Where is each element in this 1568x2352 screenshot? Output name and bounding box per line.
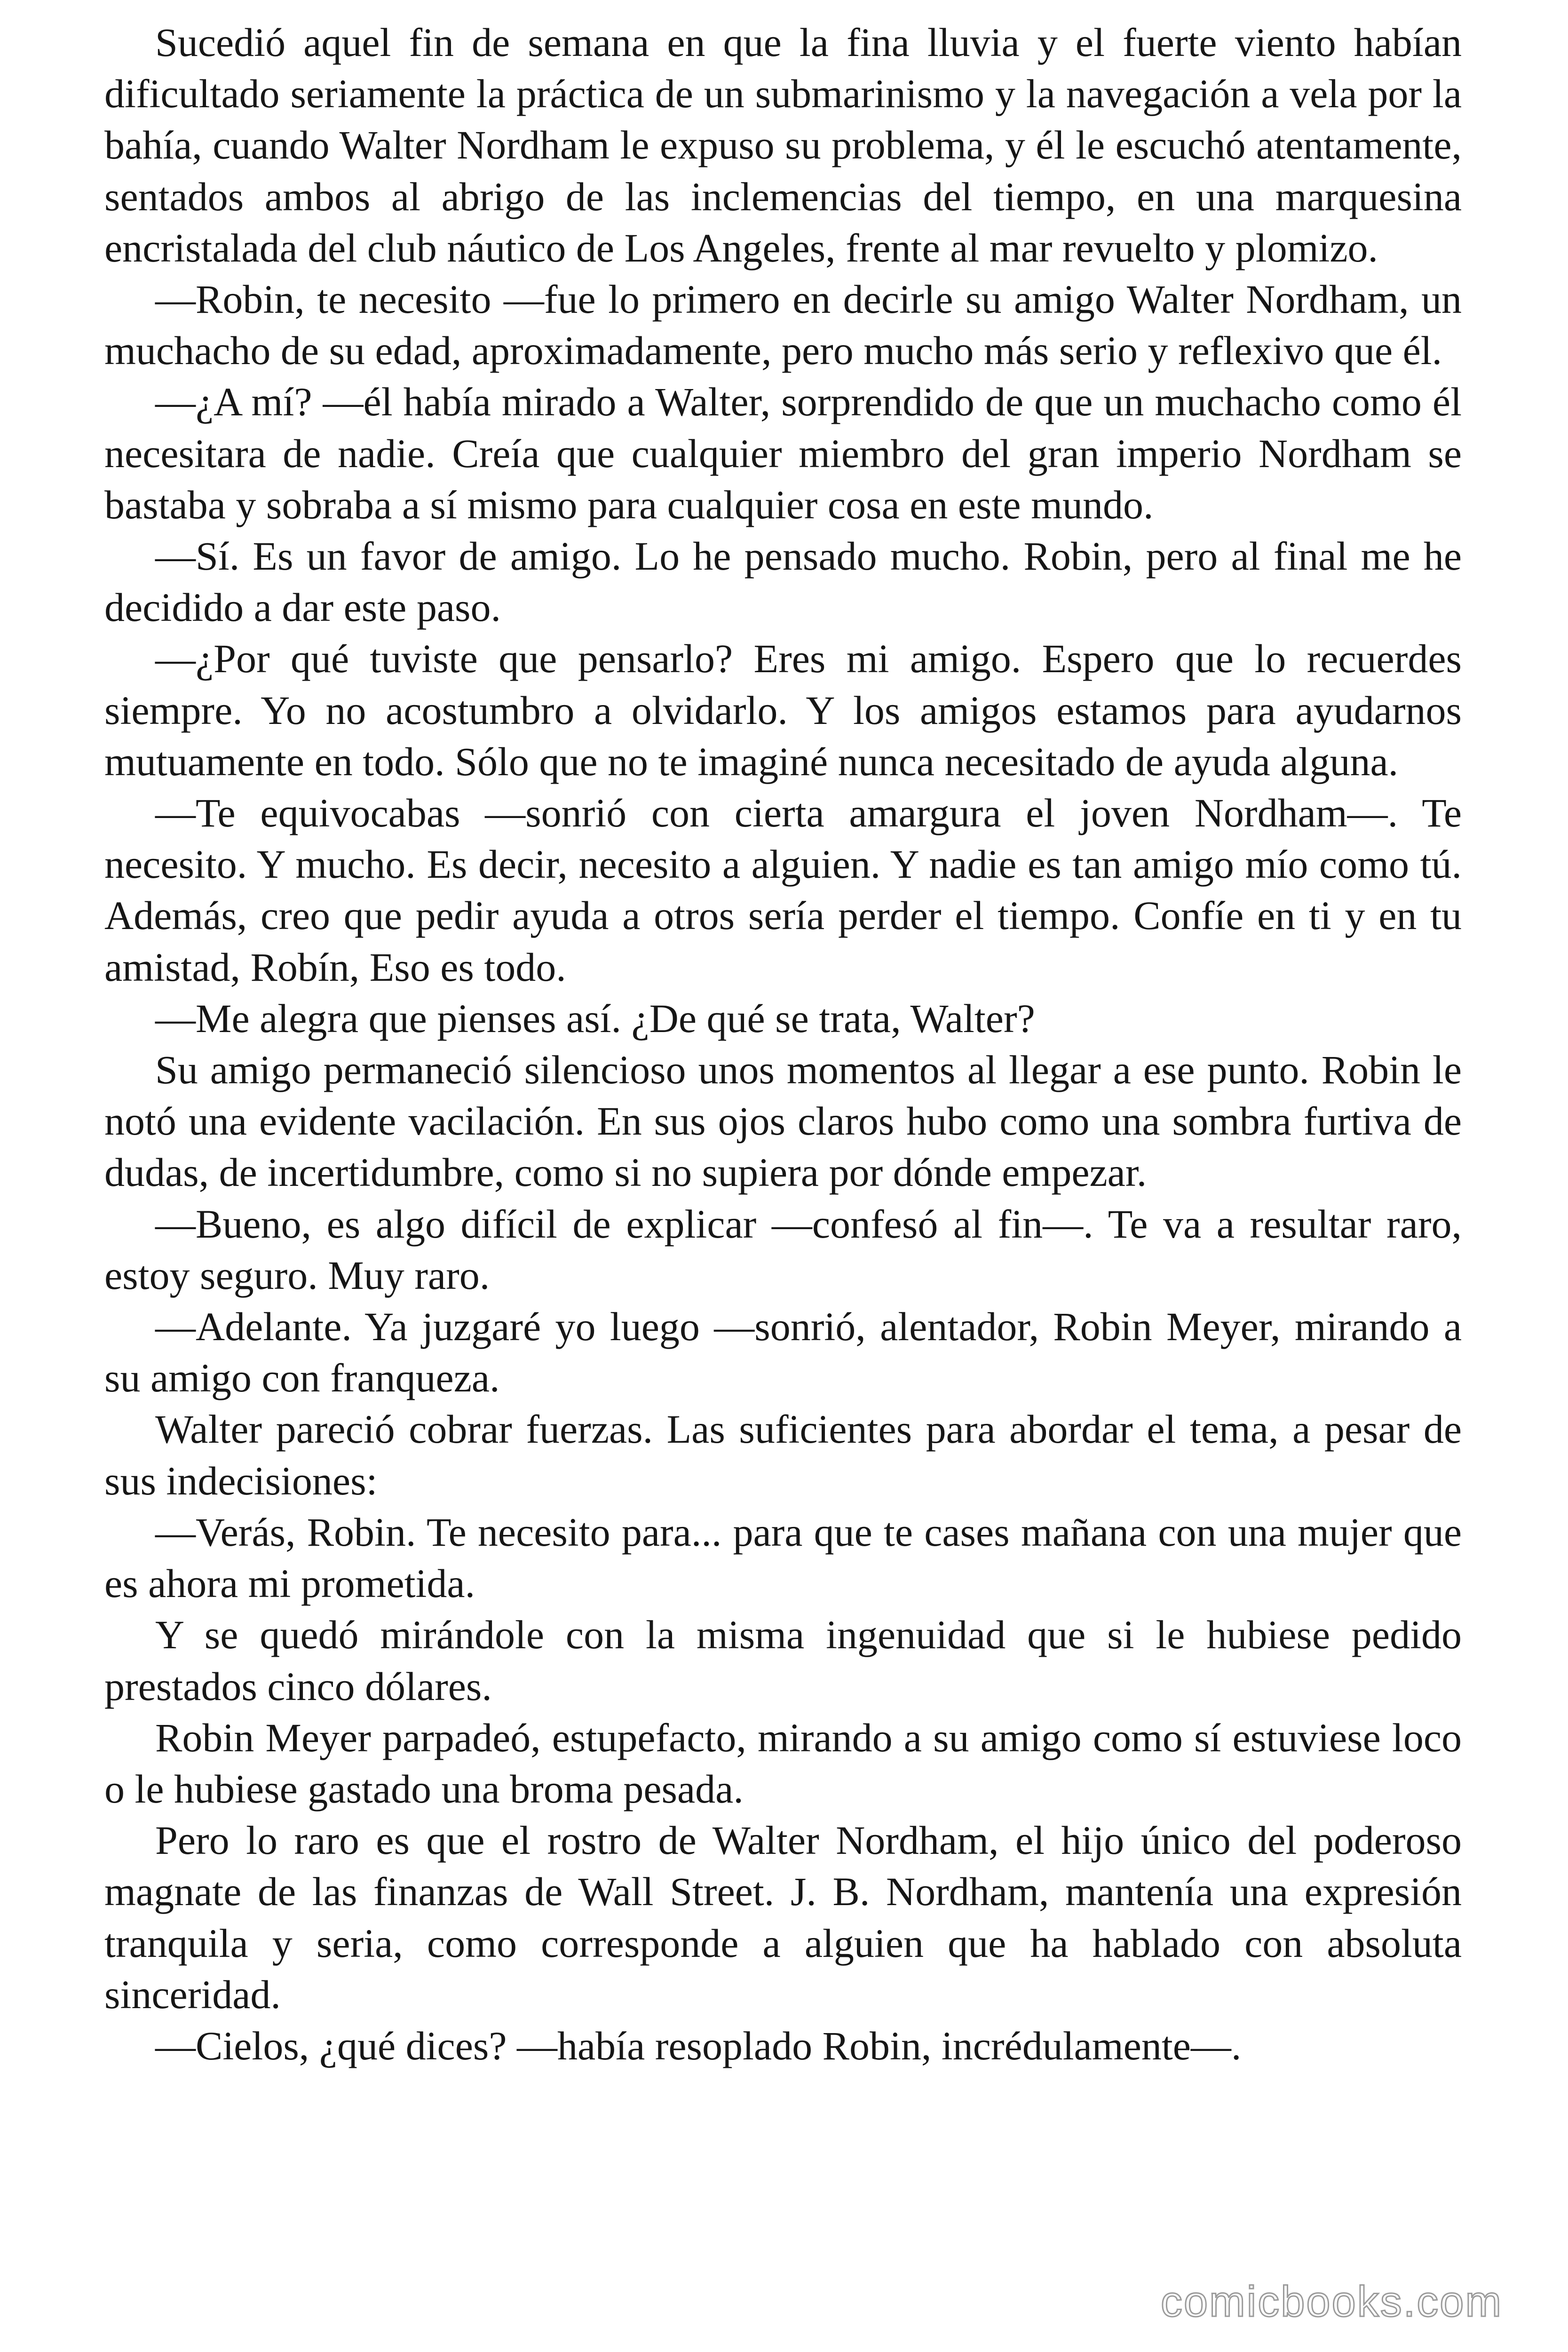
- paragraph: Pero lo raro es que el rostro de Walter Nordham, el hijo único del poderoso magnate de las finanzas de Wall Street. J. B. Nordham, mantenía una expresión tranquila y seria, como corresponde a alguien que ha hablado con absoluta sinceridad.: [104, 1818, 1462, 2017]
- paragraph: Y se quedó mirándole con la misma ingenuidad que si le hubiese pedido prestados cinco dólares.: [104, 1612, 1462, 1709]
- paragraph: —Bueno, es algo difícil de explicar —confesó al fin—. Te va a resultar raro, estoy seguro. Muy raro.: [104, 1201, 1462, 1298]
- paragraph: —Verás, Robin. Te necesito para... para que te cases mañana con una mujer que es ahora mi prometida.: [104, 1509, 1462, 1606]
- paragraph: —Me alegra que pienses así. ¿De qué se trata, Walter?: [155, 995, 1035, 1041]
- paragraph: —¿A mí? —él había mirado a Walter, sorprendido de que un muchacho como él necesitara de nadie. Creía que cualquier miembro del gran imperio Nordham se bastaba y sobraba a sí mismo para cualquier cosa en este mundo.: [104, 379, 1462, 527]
- paragraph: —Adelante. Ya juzgaré yo luego —sonrió, alentador, Robin Meyer, mirando a su amigo con franqueza.: [104, 1304, 1462, 1401]
- paragraph: —Te equivocabas —sonrió con cierta amargura el joven Nordham—. Te necesito. Y mucho. Es decir, necesito a alguien. Y nadie es tan amigo mío como tú. Además, creo que pedir ayuda a otros sería perder el tiempo. Confíe en ti y en tu amistad, Robín, Eso es todo.: [104, 790, 1462, 990]
- paragraph: Su amigo permaneció silencioso unos momentos al llegar a ese punto. Robin le notó una evidente vacilación. En sus ojos claros hubo como una sombra furtiva de dudas, de incertidumbre, como si no supiera por dónde empezar.: [104, 1047, 1462, 1195]
- paragraph: —Robin, te necesito —fue lo primero en decirle su amigo Walter Nordham, un muchacho de su edad, aproximadamente, pero mucho más serio y reflexivo que él.: [104, 277, 1462, 373]
- paragraph: —Sí. Es un favor de amigo. Lo he pensado mucho. Robin, pero al final me he decidido a dar este paso.: [104, 533, 1462, 630]
- paragraph: —¿Por qué tuviste que pensarlo? Eres mi amigo. Espero que lo recuerdes siempre. Yo no acostumbro a olvidarlo. Y los amigos estamos para ayudarnos mutuamente en todo. Sólo que no te imaginé nunca necesitado de ayuda alguna.: [104, 636, 1462, 784]
- paragraph: Robin Meyer parpadeó, estupefacto, mirando a su amigo como sí estuviese loco o le hubiese gastado una broma pesada.: [104, 1715, 1462, 1812]
- body-text: [104, 17, 1462, 2072]
- watermark: comicbooks.com: [1161, 2278, 1503, 2326]
- paragraph: —Cielos, ¿qué dices? —había resoplado Robin, incrédulamente—.: [155, 2023, 1242, 2068]
- paragraph: Sucedió aquel fin de semana en que la fina lluvia y el fuerte viento habían dificultado seriamente la práctica de un submarinismo y la navegación a vela por la bahía, cuando Walter Nordham le expuso su problema, y él le escuchó atentamente, sentados ambos al abrigo de las inclemencias del tiempo, en una marquesina encristalada del club náutico de Los Angeles, frente al mar revuelto y plomizo.: [104, 20, 1462, 270]
- paragraph: Walter pareció cobrar fuerzas. Las suficientes para abordar el tema, a pesar de sus indecisiones:: [104, 1406, 1462, 1503]
